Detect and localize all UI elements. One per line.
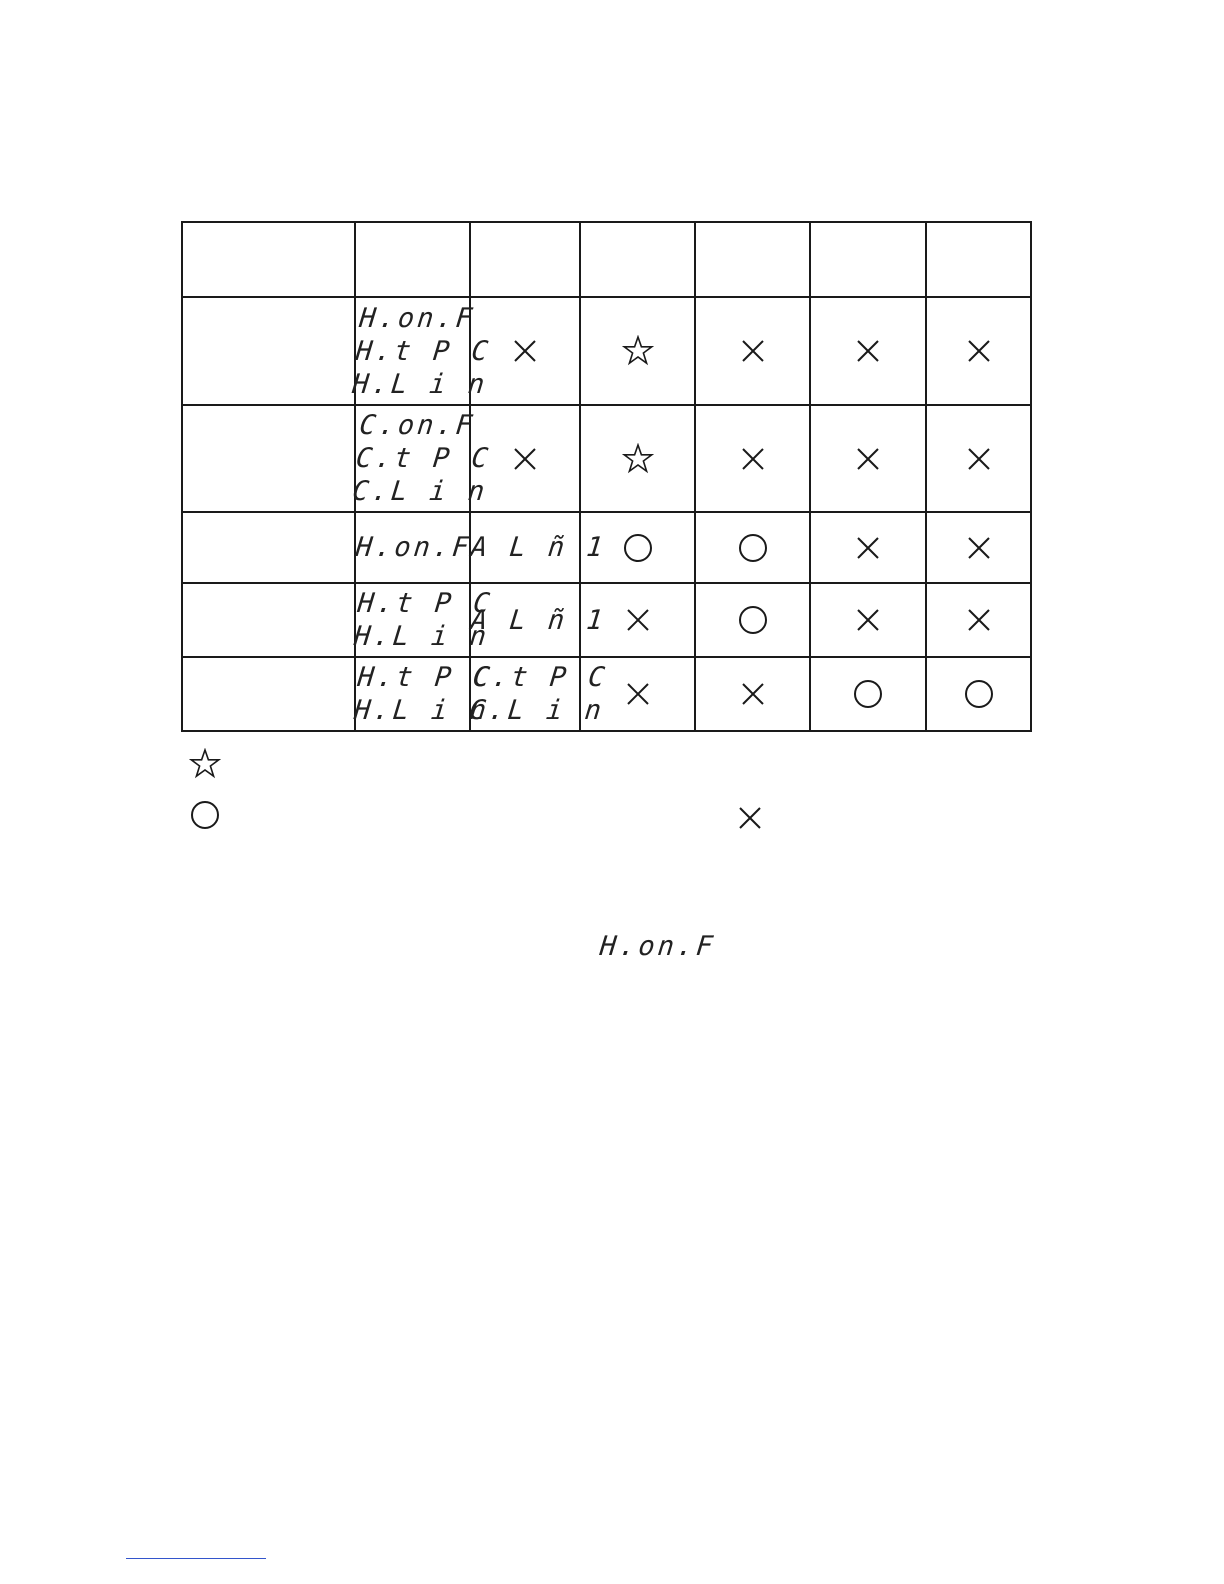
row-label-cell [182, 583, 355, 657]
params-code-line: H.L i n [352, 695, 491, 726]
cross-mark [852, 532, 884, 564]
param-cell [350, 405, 493, 512]
cross-mark-icon [509, 335, 541, 367]
mark-cell [926, 405, 1031, 512]
alarm-code-display [469, 531, 607, 564]
cross-mark-icon [963, 604, 995, 636]
star-mark [622, 335, 654, 367]
mark-cell [695, 583, 810, 657]
mark-cell [580, 405, 695, 512]
cross-mark [737, 443, 769, 475]
circle-mark [622, 532, 654, 564]
cross-mark-icon [737, 678, 769, 710]
cross-mark-icon [852, 443, 884, 475]
alarm-code-display [468, 661, 610, 727]
table-row [182, 297, 1031, 405]
mark-cell [810, 512, 926, 583]
mark-cell [810, 583, 926, 657]
mark-cell [810, 657, 926, 731]
params-code-line: H.L i n [352, 621, 491, 652]
params-code-line: C.L i n [350, 476, 489, 507]
row-label-cell [182, 657, 355, 731]
cross-mark-icon [734, 802, 766, 834]
params-code-line: H.t P C [356, 662, 495, 693]
circle-mark-icon [963, 678, 995, 710]
star-mark [622, 443, 654, 475]
cross-mark [622, 604, 654, 636]
mark-cell [926, 657, 1031, 731]
star-mark-icon [622, 335, 654, 367]
circle-mark-icon [737, 532, 769, 564]
cross-mark-icon [963, 532, 995, 564]
circle-mark [963, 678, 995, 710]
cross-mark-icon [963, 443, 995, 475]
header-cell [355, 222, 470, 297]
param-cell [352, 583, 495, 657]
table-row [182, 583, 1031, 657]
mark-cell [810, 297, 926, 405]
cross-mark [737, 335, 769, 367]
mark-cell [580, 297, 695, 405]
alarm-code-line: A L ñ 1 [469, 604, 608, 636]
header-cell [580, 222, 695, 297]
cross-mark-icon [737, 443, 769, 475]
table-row [182, 512, 1031, 583]
cross-mark [509, 335, 541, 367]
parameter-matrix-table [181, 221, 1032, 732]
cross-mark-icon [852, 532, 884, 564]
params-code-line: H.L i n [350, 368, 489, 400]
params-code-line: H.on.F [357, 302, 477, 334]
params-code-display [354, 531, 473, 564]
header-cell [182, 222, 355, 297]
cross-mark [852, 443, 884, 475]
star-mark-icon [622, 443, 654, 475]
circle-mark-icon [737, 604, 769, 636]
alarm-code-line: A L ñ 1 [469, 532, 608, 563]
circle-mark [737, 604, 769, 636]
param-cell [354, 512, 474, 583]
row-label-cell [182, 405, 355, 512]
cross-mark-icon [737, 335, 769, 367]
mark-cell [695, 297, 810, 405]
mark-cell [695, 405, 810, 512]
circle-mark [852, 678, 884, 710]
legend-circle-icon [189, 799, 221, 831]
table-row [182, 405, 1031, 512]
cross-mark [622, 678, 654, 710]
params-code-line: C.on.F [357, 410, 477, 441]
mark-cell [926, 297, 1031, 405]
param-cell [352, 657, 495, 731]
params-code-line: H.t P C [356, 588, 495, 619]
cross-mark [963, 604, 995, 636]
cross-mark [737, 678, 769, 710]
alarm-code-display [469, 604, 607, 637]
cross-mark [963, 335, 995, 367]
cross-mark-icon [622, 678, 654, 710]
params-code-display [351, 409, 496, 508]
header-cell [810, 222, 926, 297]
table-row [182, 657, 1031, 731]
legend-cross-icon [734, 802, 766, 834]
params-code-line: C.t P C [354, 443, 493, 474]
inline-code-display: H.on.F [598, 931, 718, 962]
params-code-line: H.t P C [354, 335, 493, 367]
legend-star-icon [189, 748, 221, 780]
cross-mark-icon [852, 335, 884, 367]
param-cell [350, 297, 493, 405]
params-code-line: H.on.F [354, 532, 474, 563]
row-label-cell [182, 297, 355, 405]
cross-mark [509, 443, 541, 475]
table-header-row [182, 222, 1031, 297]
circle-mark-icon [189, 799, 221, 831]
star-mark-icon [189, 748, 221, 780]
header-cell [695, 222, 810, 297]
circle-mark-icon [852, 678, 884, 710]
params-code-display [351, 302, 496, 401]
row-label-cell [182, 512, 355, 583]
cross-mark [852, 335, 884, 367]
cross-mark-icon [622, 604, 654, 636]
mark-cell [695, 512, 810, 583]
cross-mark-icon [852, 604, 884, 636]
cross-mark [963, 443, 995, 475]
alarm-cell [469, 512, 608, 583]
alarm-cell [467, 657, 610, 731]
alarm-code-line: C.t P C [471, 662, 610, 693]
header-cell [926, 222, 1031, 297]
alarm-code-line: C.L i n [467, 695, 606, 726]
cross-mark-icon [509, 443, 541, 475]
mark-cell [695, 657, 810, 731]
circle-mark-icon [622, 532, 654, 564]
mark-cell [810, 405, 926, 512]
cross-mark [852, 604, 884, 636]
circle-mark [737, 532, 769, 564]
header-cell [470, 222, 580, 297]
cross-mark-icon [963, 335, 995, 367]
cross-mark [963, 532, 995, 564]
footer-link-rule [126, 1558, 266, 1559]
mark-cell [926, 583, 1031, 657]
mark-cell [926, 512, 1031, 583]
